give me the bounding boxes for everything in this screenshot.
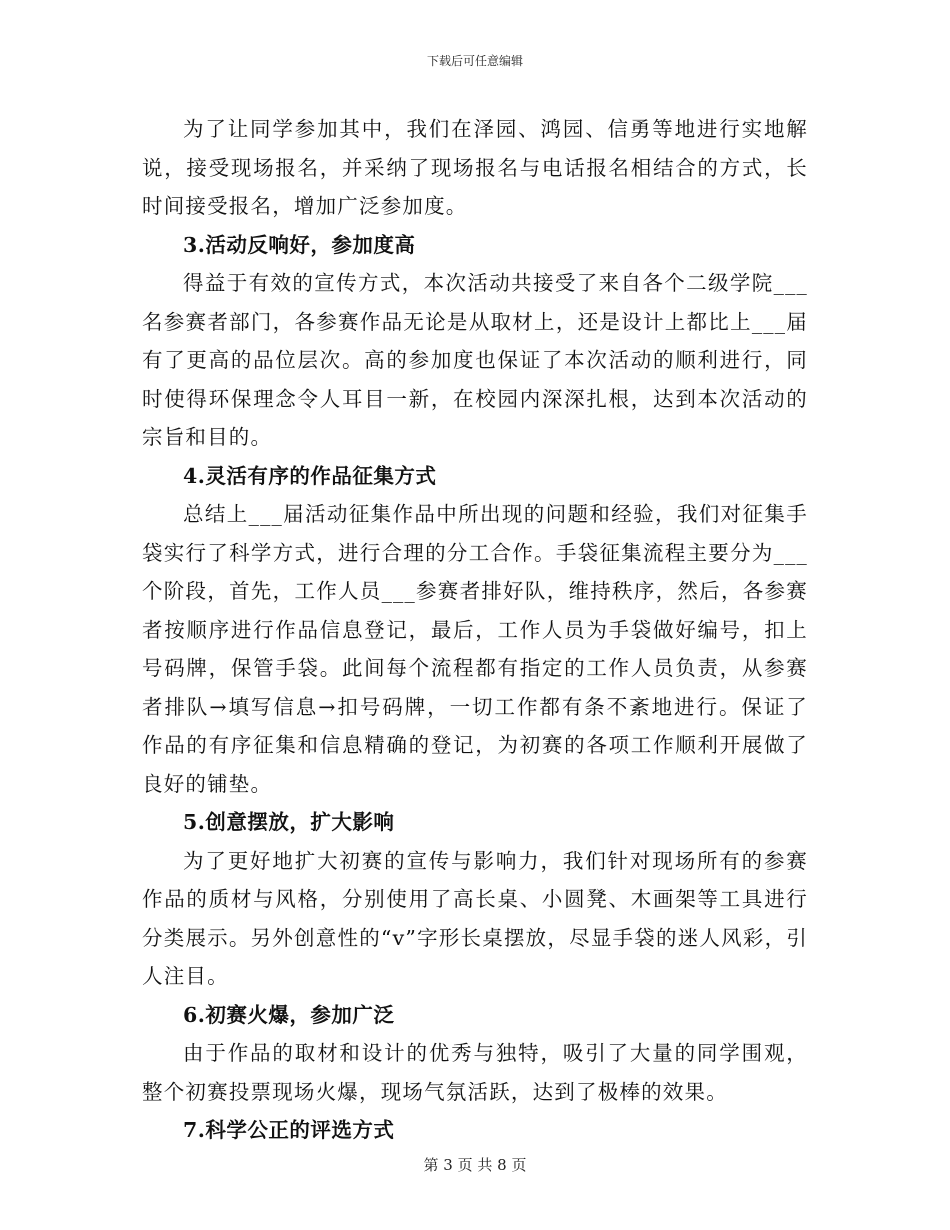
page-header: 下载后可任意编辑 xyxy=(426,54,523,68)
section-heading-4: 4.灵活有序的作品征集方式 xyxy=(183,463,437,488)
paragraph-collection: 总结上___届活动征集作品中所出现的问题和经验，我们对征集手袋实行了科学方式，进行合理的分工合作。手袋征集流程主要分为___个阶段，首先，工作人员___参赛者排好队，维持秩序，然后，各参赛者按顺序进行作品信息登记，最后，工作人员为手袋做好编号，扣上号码牌，保管手袋。此间每个流程都有指定的工作人员负责，从参赛者排队→填写信息→扣号码牌，一切工作都有条不紊地进行。保证了作品的有序征集和信息精确的登记，为初赛的各项工作顺利开展做了良好的铺垫。 xyxy=(142,502,808,796)
section-heading-3: 3.活动反响好，参加度高 xyxy=(183,232,416,257)
section-heading-6: 6.初赛火爆，参加广泛 xyxy=(183,1002,395,1027)
section-heading-5: 5.创意摆放，扩大影响 xyxy=(183,810,395,834)
paragraph-response: 得益于有效的宣传方式，本次活动共接受了来自各个二级学院___名参赛者部门，各参赛作品无论是从取材上，还是设计上都比上___届有了更高的品位层次。高的参加度也保证了本次活动的顺利进行，同时使得环保理念令人耳目一新，在校园内深深扎根，达到本次活动的宗旨和目的。 xyxy=(142,271,808,449)
section-heading-7: 7.科学公正的评选方式 xyxy=(183,1118,395,1142)
page-number: 第 3 页 共 8 页 xyxy=(423,1156,527,1174)
paragraph-display: 为了更好地扩大初赛的宣传与影响力，我们针对现场所有的参赛作品的质材与风格，分别使用了高长桌、小圆凳、木画架等工具进行分类展示。另外创意性的“v”字形长桌摆放，尽显手袋的迷人风彩，引人注目。 xyxy=(142,848,808,988)
document-body xyxy=(142,110,808,1150)
paragraph-preliminary: 由于作品的取材和设计的优秀与独特，吸引了大量的同学围观，整个初赛投票现场火爆，现场气氛活跃，达到了极棒的效果。 xyxy=(142,1041,808,1104)
paragraph-registration: 为了让同学参加其中，我们在泽园、鸿园、信勇等地进行实地解说，接受现场报名，并采纳了现场报名与电话报名相结合的方式，长时间接受报名，增加广泛参加度。 xyxy=(142,117,808,218)
